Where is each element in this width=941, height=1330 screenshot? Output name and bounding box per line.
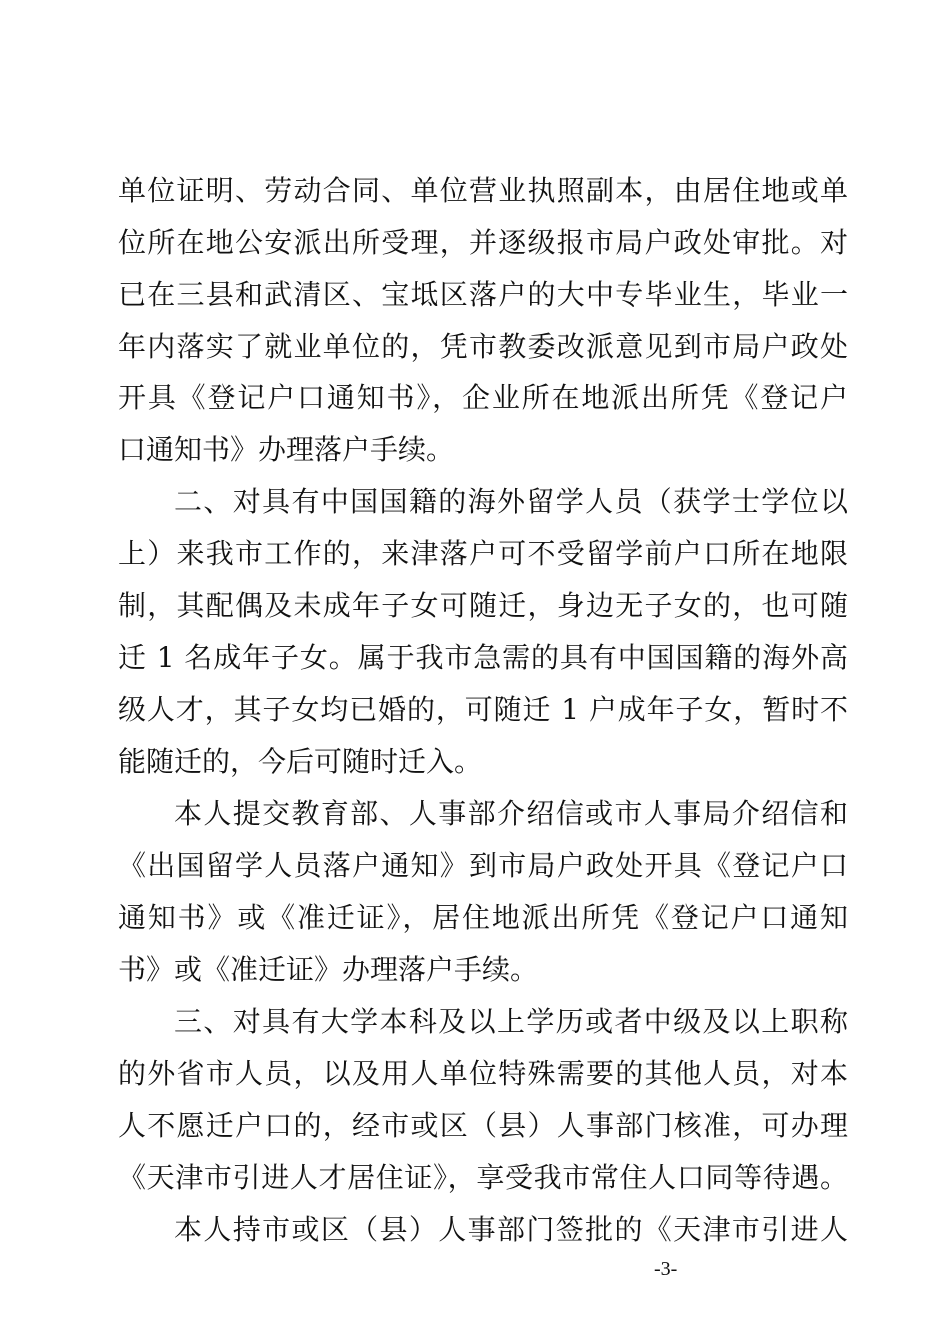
paragraph-start-line: 二、对具有中国国籍的海外留学人员（获学士学位以 [174, 485, 848, 518]
text-line: 《出国留学人员落户通知》到市局户政处开具《登记户口 [118, 849, 848, 882]
text-line: 开具《登记户口通知书》，企业所在地派出所凭《登记户 [118, 381, 848, 414]
text-line: 已在三县和武清区、宝坻区落户的大中专毕业生，毕业一 [118, 278, 848, 311]
paragraph-end-line: 口通知书》办理落户手续。 [118, 433, 455, 466]
text-line: 上）来我市工作的，来津落户可不受留学前户口所在地限 [118, 537, 848, 570]
text-line: 级人才，其子女均已婚的，可随迁 1 户成年子女，暂时不 [118, 693, 848, 726]
text-line: 单位证明、劳动合同、单位营业执照副本，由居住地或单 [118, 174, 848, 207]
paragraph-start-line: 本人持市或区（县）人事部门签批的《天津市引进人 [174, 1213, 848, 1246]
text-line: 制，其配偶及未成年子女可随迁，身边无子女的，也可随 [118, 589, 848, 622]
paragraph-start-line: 本人提交教育部、人事部介绍信或市人事局介绍信和 [174, 797, 848, 830]
text-line: 通知书》或《准迁证》，居住地派出所凭《登记户口通知 [118, 901, 848, 934]
paragraph-end-line: 能随迁的，今后可随时迁入。 [118, 745, 483, 778]
text-line: 人不愿迁户口的，经市或区（县）人事部门核准，可办理 [118, 1109, 848, 1142]
text-line: 《天津市引进人才居住证》，享受我市常住人口同等待遇。 [118, 1161, 848, 1194]
text-line: 年内落实了就业单位的，凭市教委改派意见到市局户政处 [118, 330, 848, 363]
text-line: 迁 1 名成年子女。属于我市急需的具有中国国籍的海外高 [118, 641, 848, 674]
paragraph-end-line: 书》或《准迁证》办理落户手续。 [118, 953, 539, 986]
page-number: -3- [654, 1258, 678, 1280]
text-line: 位所在地公安派出所受理，并逐级报市局户政处审批。对 [118, 226, 848, 259]
text-line: 的外省市人员，以及用人单位特殊需要的其他人员，对本 [118, 1057, 848, 1090]
paragraph-start-line: 三、对具有大学本科及以上学历或者中级及以上职称 [174, 1005, 848, 1038]
